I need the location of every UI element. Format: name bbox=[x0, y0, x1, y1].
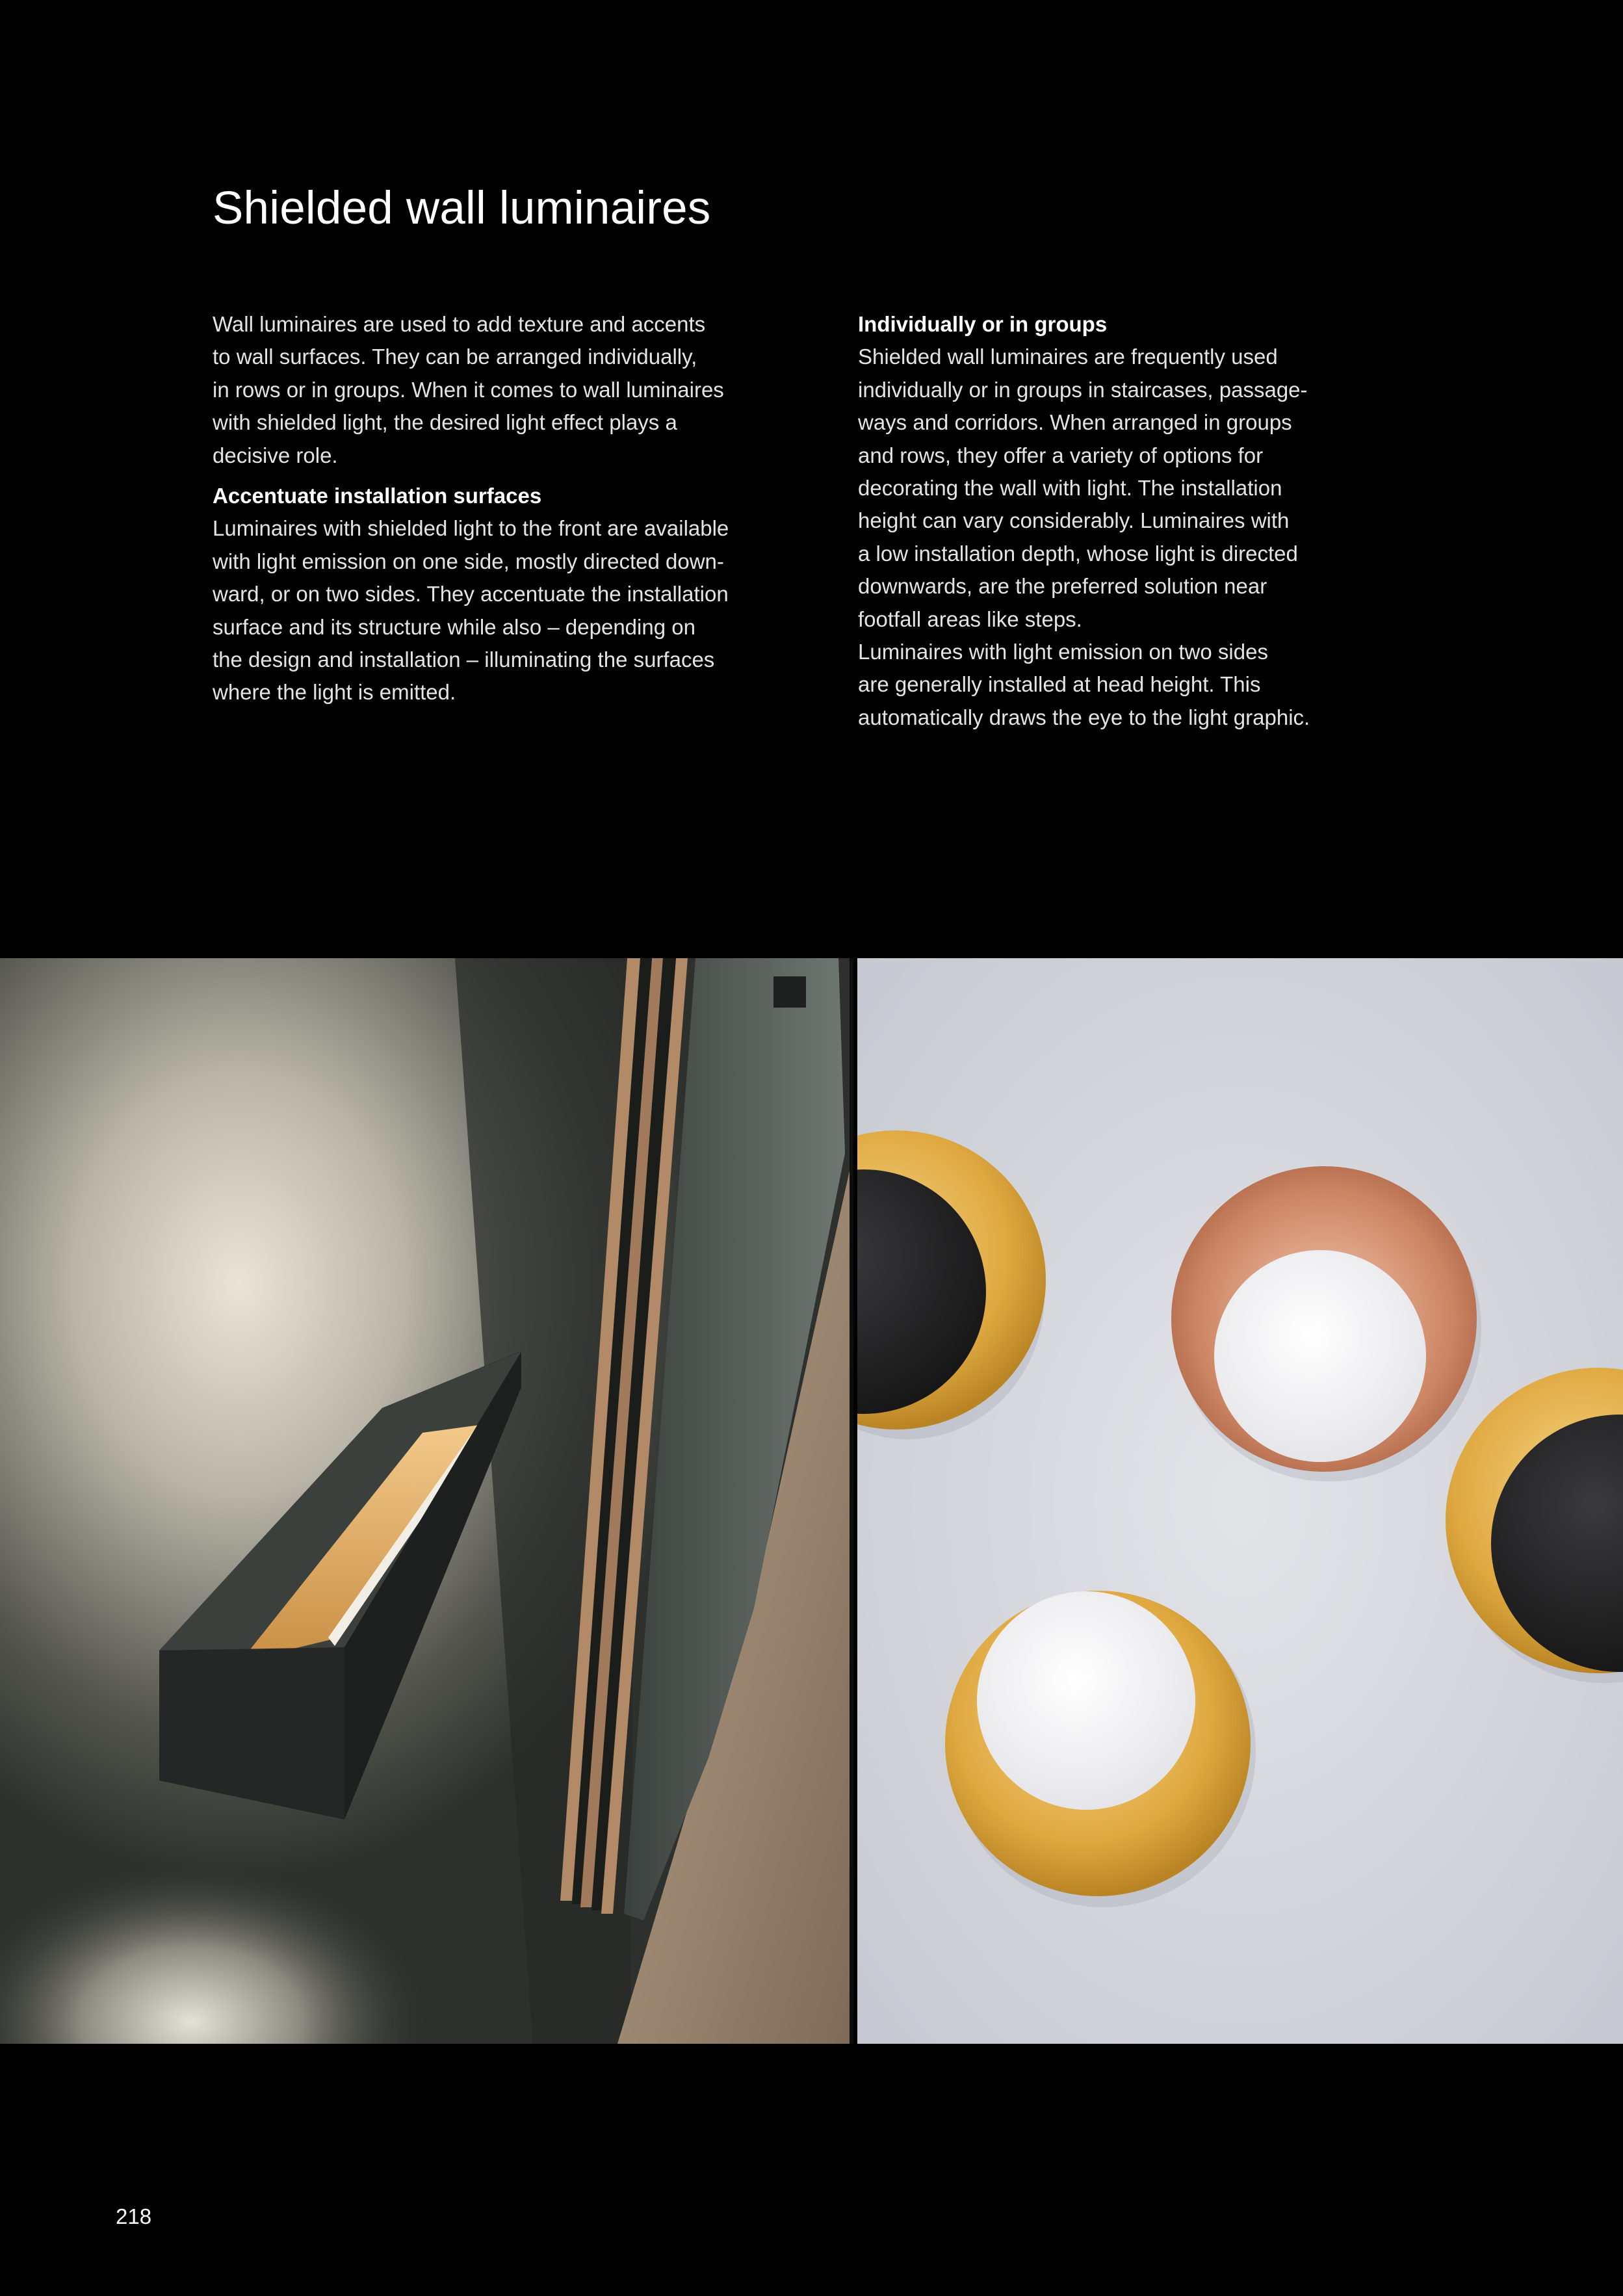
body-text-line: Shielded wall luminaires are frequently used bbox=[858, 345, 1278, 369]
corridor-wall-luminaire-photo bbox=[0, 958, 853, 2044]
body-text-line: Wall luminaires are used to add texture and accents bbox=[213, 312, 706, 336]
body-text-line: height can vary considerably. Luminaires with bbox=[858, 508, 1290, 533]
body-text-line: ward, or on two sides. They accentuate the installation bbox=[213, 582, 729, 607]
body-text-line: decorating the wall with light. The installation bbox=[858, 475, 1282, 500]
right-text-column bbox=[858, 308, 1430, 734]
body-text-line: automatically draws the eye to the light graphic. bbox=[858, 705, 1310, 729]
section-heading-groups: Individually or in groups bbox=[858, 312, 1108, 336]
round-wall-luminaires-photo bbox=[857, 958, 1623, 2044]
body-text-line: are generally installed at head height. This bbox=[858, 672, 1261, 697]
body-text-line: with shielded light, the desired light effect plays a bbox=[213, 410, 677, 435]
body-text-line: in rows or in groups. When it comes to wall luminaires bbox=[213, 377, 724, 402]
body-text-line: decisive role. bbox=[213, 443, 338, 467]
body-text-line: footfall areas like steps. bbox=[858, 607, 1082, 631]
body-text-line: with light emission on one side, mostly directed down- bbox=[213, 549, 724, 573]
body-text-line: ways and corridors. When arranged in groups bbox=[858, 410, 1292, 435]
body-text-line: Luminaires with light emission on two sides bbox=[858, 639, 1268, 664]
page-number: 218 bbox=[116, 2204, 152, 2228]
body-text-line: and rows, they offer a variety of options for bbox=[858, 443, 1264, 467]
body-text-line: a low installation depth, whose light is directed bbox=[858, 541, 1298, 566]
body-text-line: the design and installation – illuminating the surfaces bbox=[213, 647, 715, 672]
body-text-line: surface and its structure while also – depending on bbox=[213, 614, 695, 639]
section-heading-accentuate: Accentuate installation surfaces bbox=[213, 483, 542, 508]
body-text-line: Luminaires with shielded light to the front are available bbox=[213, 516, 729, 541]
body-text-line: to wall surfaces. They can be arranged individually, bbox=[213, 345, 697, 369]
body-text-line: where the light is emitted. bbox=[213, 680, 456, 705]
left-text-column bbox=[213, 308, 785, 709]
body-text-line: individually or in groups in staircases, passage- bbox=[858, 377, 1308, 402]
body-text-line: downwards, are the preferred solution near bbox=[858, 574, 1267, 599]
page-title: Shielded wall luminaires bbox=[213, 183, 711, 234]
